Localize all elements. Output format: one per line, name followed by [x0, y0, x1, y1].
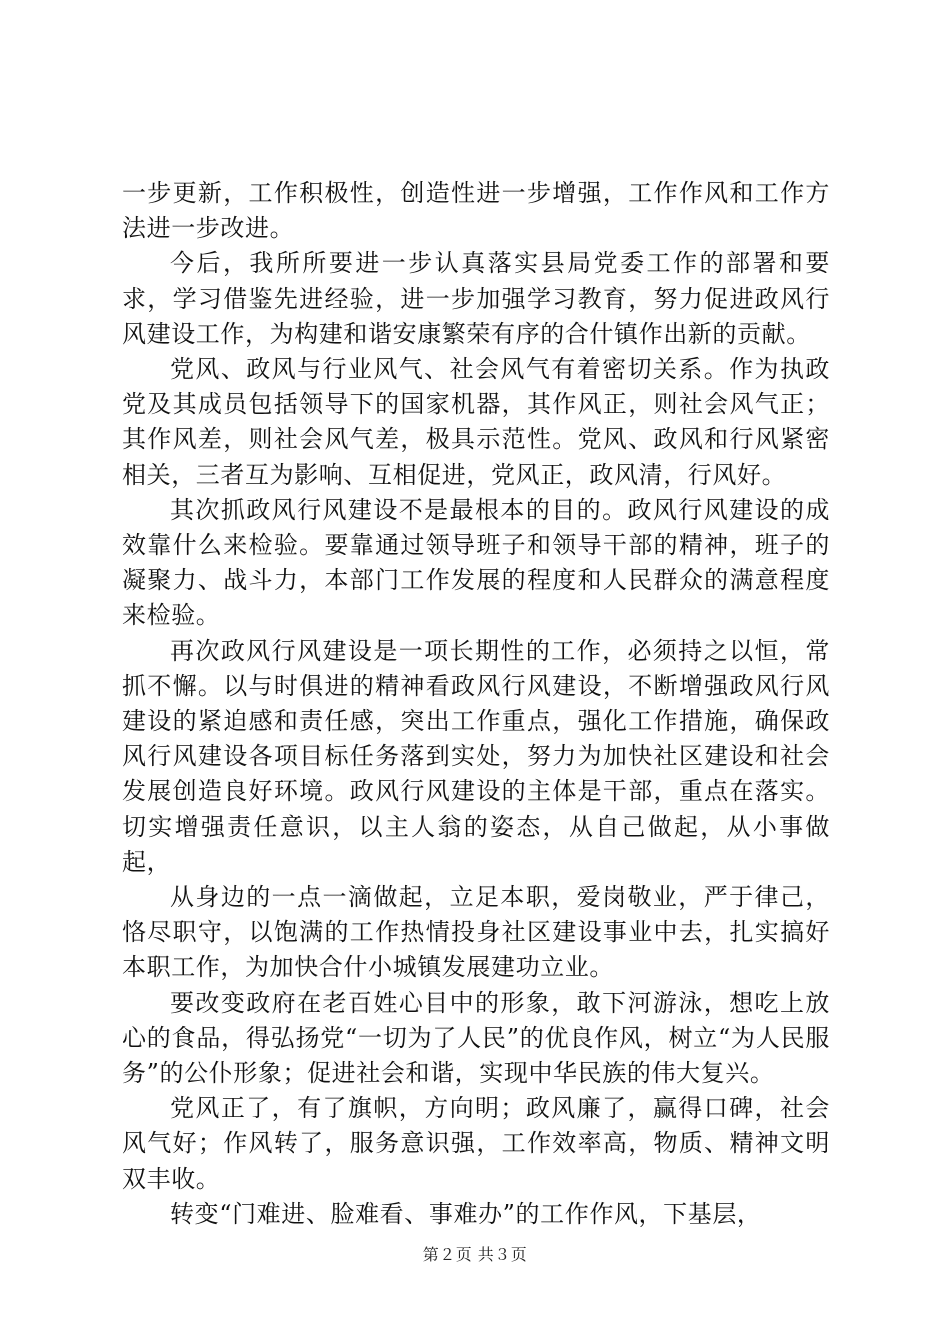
page-number-footer: 第２页 共３页: [422, 1245, 528, 1264]
paragraph-party-style: 党风、政风与行业风气、社会风气有着密切关系。作为执政党及其成员包括领导下的国家机器，其作风正，则社会风气正；其作风差，则社会风气差，极具示范性。党风、政风和行风紧密相关，三者互为影响、互相促进，党风正，政风清，行风好。: [122, 355, 830, 489]
paragraph-results: 党风正了，有了旗帜，方向明；政风廉了，赢得口碑，社会风气好；作风转了，服务意识强，工作效率高，物质、精神文明双丰收。: [122, 1094, 830, 1193]
paragraph-government-image: 要改变政府在老百姓心目中的形象，敢下河游泳，想吃上放心的食品，得弘扬党“一切为了人民”的优良作风，树立“为人民服务”的公仆形象；促进社会和谐，实现中华民族的伟大复兴。: [122, 988, 830, 1088]
paragraph-change-style: 转变“门难进、脸难看、事难办”的工作作风，下基层，: [170, 1199, 762, 1228]
paragraph-future-plan: 今后，我所所要进一步认真落实县局党委工作的部署和要求，学习借鉴先进经验，进一步加强学习教育，努力促进政风行风建设工作，为构建和谐安康繁荣有序的合什镇作出新的贡献。: [122, 249, 830, 348]
document-body: [122, 176, 830, 1232]
paragraph-start-small: 从身边的一点一滴做起，立足本职，爱岗敬业，严于律己，恪尽职守，以饱满的工作热情投身社区建设事业中去，扎实搞好本职工作，为加快合什小城镇发展建功立业。: [122, 883, 830, 982]
paragraph-second-point: 其次抓政风行风建设不是最根本的目的。政风行风建设的成效靠什么来检验。要靠通过领导班子和领导干部的精神，班子的凝聚力、战斗力，本部门工作发展的程度和人民群众的满意程度来检验。: [122, 495, 830, 630]
paragraph-third-point: 再次政风行风建设是一项长期性的工作，必须持之以恒，常抓不懈。以与时俱进的精神看政风行风建设，不断增强政风行风建设的紧迫感和责任感，突出工作重点，强化工作措施，确保政风行风建设各项目标任务落到实处，努力为加快社区建设和社会发展创造良好环境。政风行风建设的主体是干部，重点在落实。切实增强责任意识，以主人翁的姿态，从自己做起，从小事做起，: [122, 636, 830, 876]
paragraph-continued: 一步更新，工作积极性，创造性进一步增强，工作作风和工作方法进一步改进。: [122, 179, 830, 243]
